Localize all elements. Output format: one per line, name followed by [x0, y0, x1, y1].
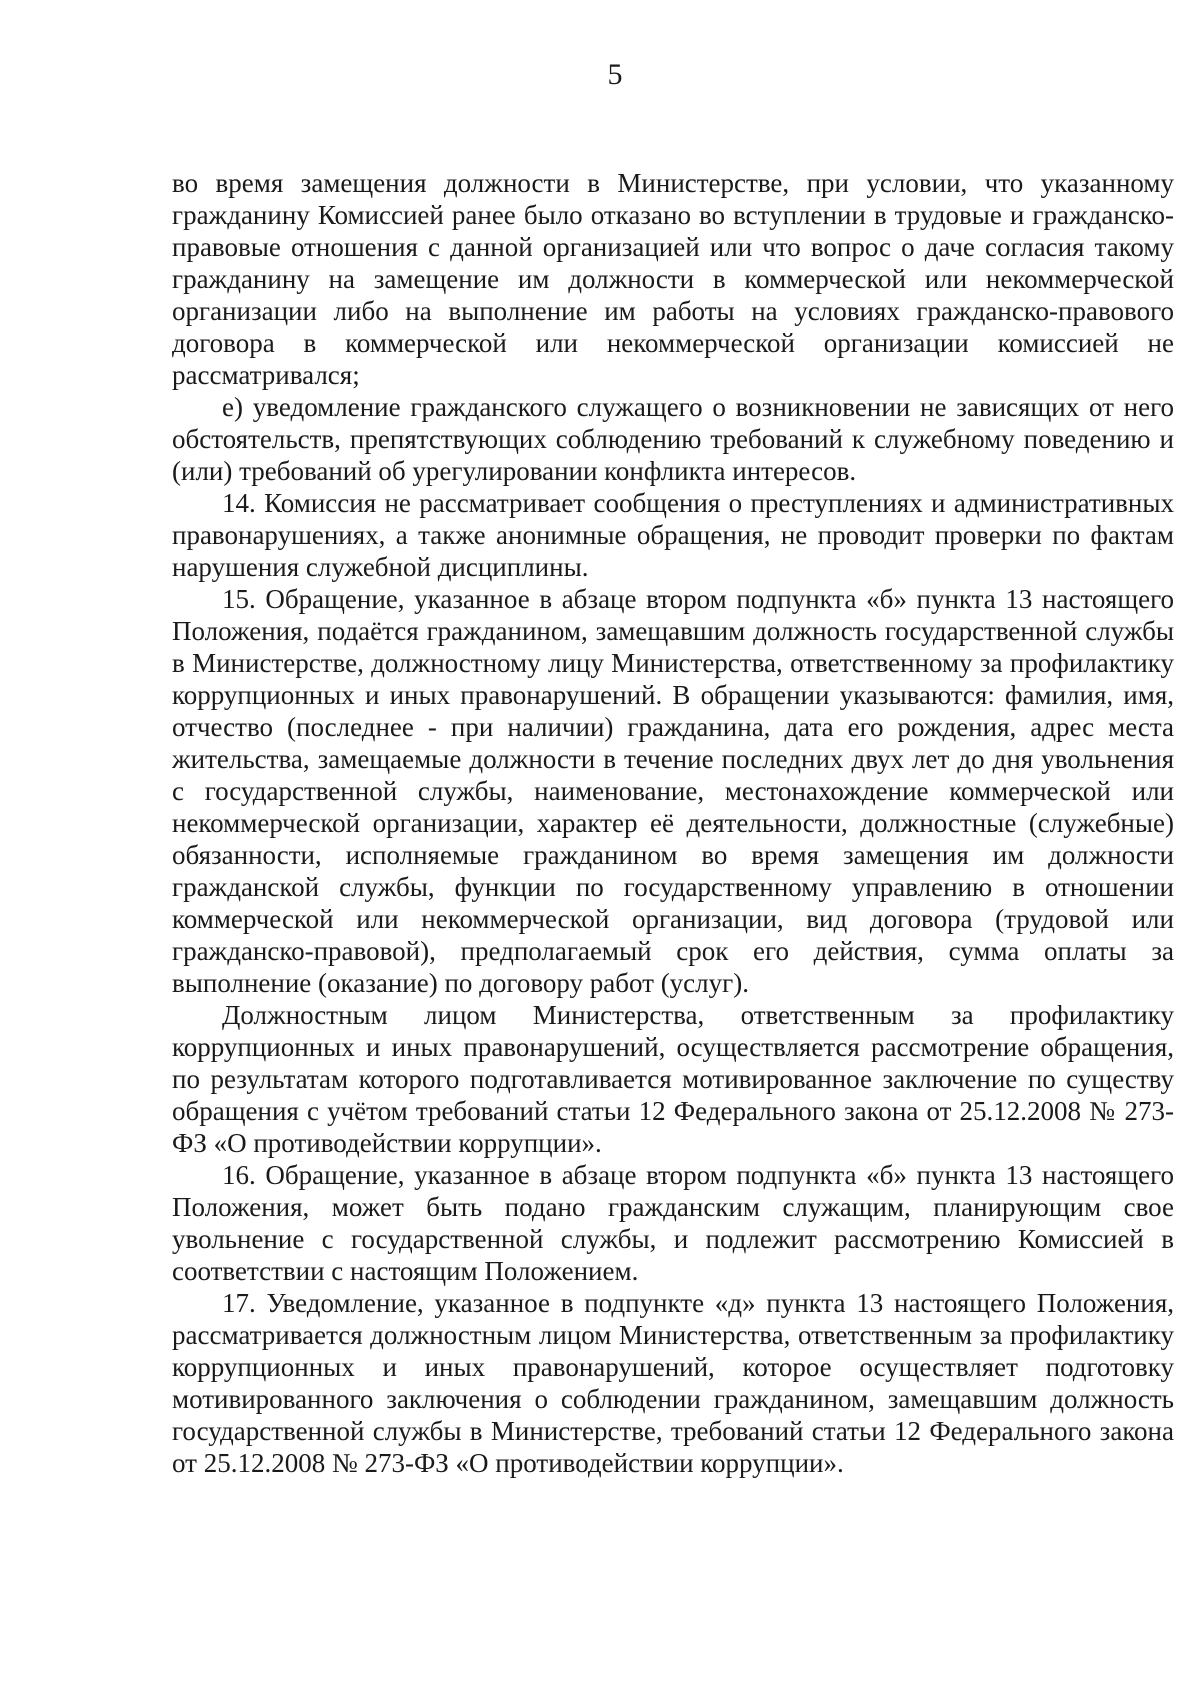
paragraph-continuation: во время замещения должности в Министерстве, при условии, что указанному гражданину Комиссией ранее было отказано во вступлении в трудовые и гражданско-правовые отношения с данной организацией или что вопрос о даче согласия такому гражданину на замещение им должности в коммерческой или некоммерческой организации либо на выполнение им работы на условиях гражданско-правового договора в коммерческой или некоммерческой организации комиссией не рассматривался; [172, 168, 1174, 390]
paragraph-14: 14. Комиссия не рассматривает сообщения о преступлениях и административных правонарушениях, а также анонимные обращения, не проводит проверки по фактам нарушения служебной дисциплины. [172, 488, 1174, 582]
paragraph-15-conclusion: Должностным лицом Министерства, ответственным за профилактику коррупционных и иных правонарушений, осуществляется рассмотрение обращения, по результатам которого подготавливается мотивированное заключение по существу обращения с учётом требований статьи 12 Федерального закона от 25.12.2008 № 273-ФЗ «О противодействии коррупции». [172, 1000, 1174, 1158]
page-number: 5 [607, 58, 623, 91]
paragraph-item-e: е) уведомление гражданского служащего о возникновении не зависящих от него обстоятельств, препятствующих соблюдению требований к служебному поведению и (или) требований об урегулировании конфликта интересов. [172, 392, 1174, 486]
paragraph-15: 15. Обращение, указанное в абзаце втором подпункта «б» пункта 13 настоящего Положения, подаётся гражданином, замещавшим должность государственной службы в Министерстве, должностному лицу Министерства, ответственному за профилактику коррупционных и иных правонарушений. В обращении указываются: фамилия, имя, отчество (последнее - при наличии) гражданина, дата его рождения, адрес места жительства, замещаемые должности в течение последних двух лет до дня увольнения с государственной службы, наименование, местонахождение коммерческой или некоммерческой организации, характер её деятельности, должностные (служебные) обязанности, исполняемые гражданином во время замещения им должности гражданской службы, функции по государственному управлению в отношении коммерческой или некоммерческой организации, вид договора (трудовой или гражданско-правовой), предполагаемый срок его действия, сумма оплаты за выполнение (оказание) по договору работ (услуг). [172, 584, 1174, 998]
paragraph-16: 16. Обращение, указанное в абзаце втором подпункта «б» пункта 13 настоящего Положения, может быть подано гражданским служащим, планирующим свое увольнение с государственной службы, и подлежит рассмотрению Комиссией в соответствии с настоящим Положением. [172, 1160, 1174, 1286]
document-body [172, 167, 1174, 1479]
paragraph-17: 17. Уведомление, указанное в подпункте «д» пункта 13 настоящего Положения, рассматривается должностным лицом Министерства, ответственным за профилактику коррупционных и иных правонарушений, которое осуществляет подготовку мотивированного заключения о соблюдении гражданином, замещавшим должность государственной службы в Министерстве, требований статьи 12 Федерального закона от 25.12.2008 № 273-ФЗ «О противодействии коррупции». [172, 1288, 1174, 1478]
